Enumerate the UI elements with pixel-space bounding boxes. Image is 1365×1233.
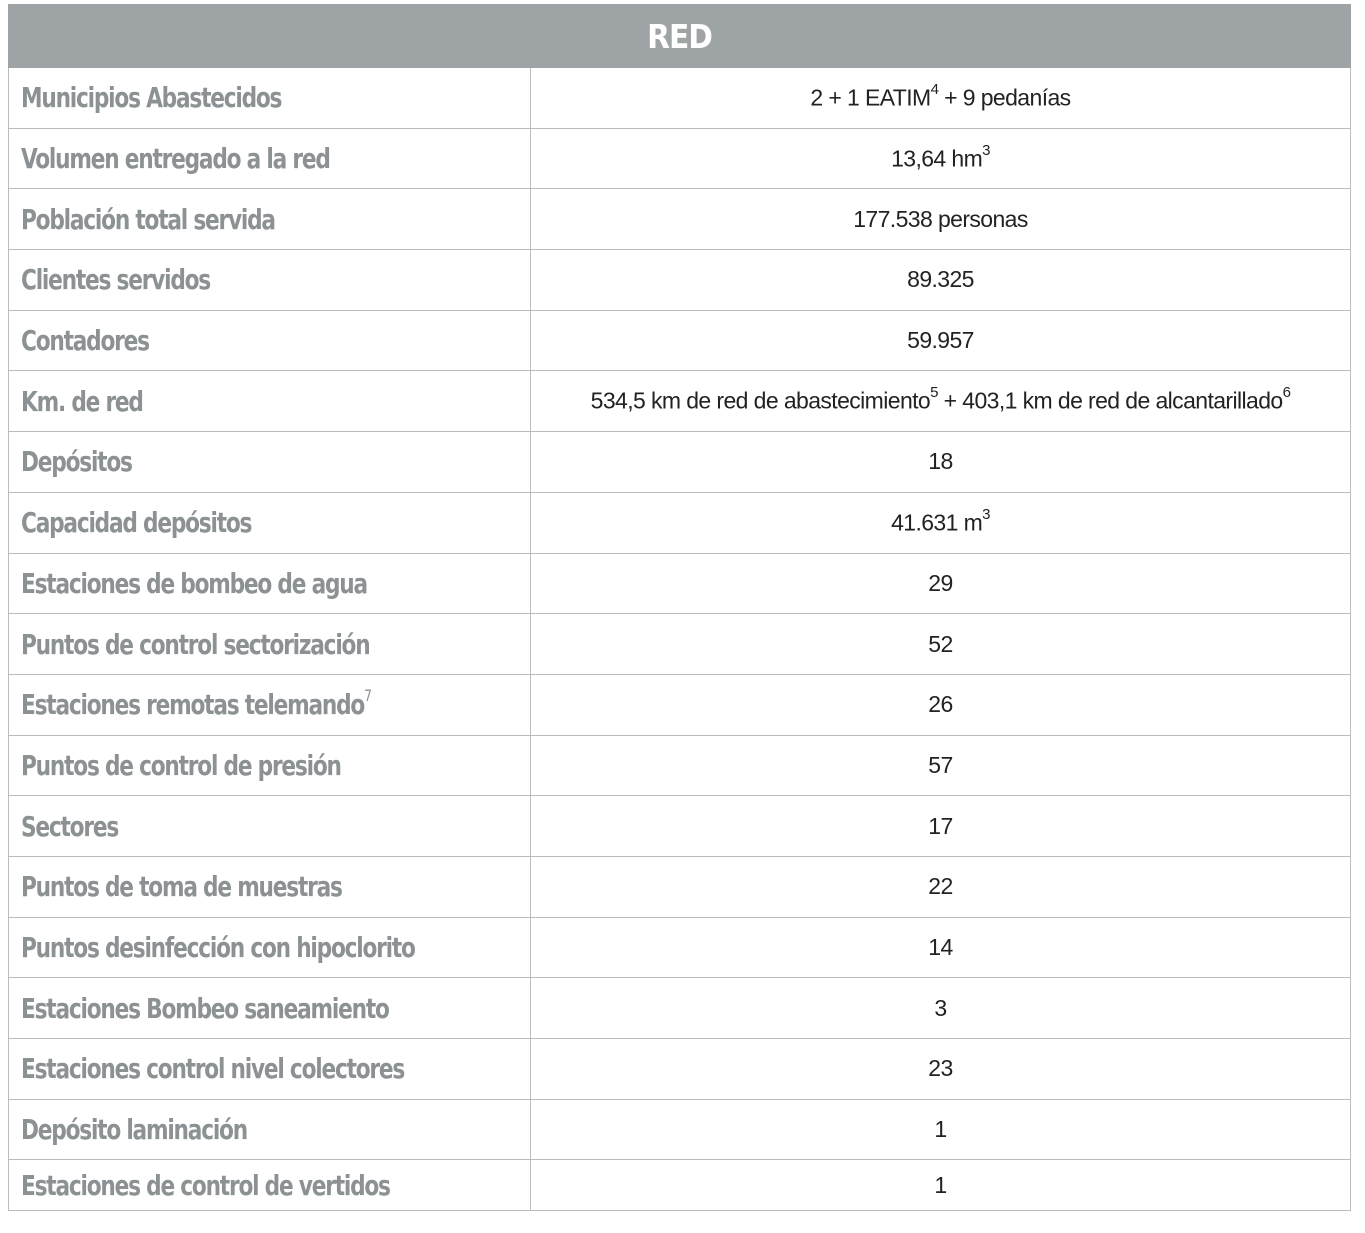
row-label-text: Puntos de toma de muestras [21,870,342,904]
row-label-text: Km. de red [21,384,143,418]
row-label [21,1169,390,1202]
row-label-cell [9,1039,531,1100]
row-label [21,506,251,539]
footnote-ref: 3 [982,141,990,159]
table-row [9,189,1351,250]
footnote-ref: 5 [930,384,938,402]
row-value-cell [531,371,1351,432]
row-label [21,870,342,903]
row-label [21,931,415,964]
row-label-cell [9,614,531,675]
footnote-ref: 6 [1282,384,1291,402]
table-row [9,614,1351,675]
row-label-cell [9,917,531,978]
row-label-text: Depósito laminación [21,1113,247,1147]
row-value-cell [531,1039,1351,1100]
row-value-cell [531,492,1351,553]
row-value-text: 18 [928,448,953,475]
row-label-text: Población total servida [21,202,275,236]
row-label-cell [9,674,531,735]
row-label [21,385,143,418]
row-value-text: 57 [928,751,953,778]
red-table [8,4,1351,1211]
row-label [21,1113,247,1146]
row-label [21,685,371,722]
row-label-text: Clientes servidos [21,263,210,297]
row-label-cell [9,856,531,917]
row-value-cell [531,250,1351,311]
table-row [9,796,1351,857]
row-value-text: 29 [928,569,953,596]
row-value-text: + 9 pedanías [938,84,1071,111]
row-value-text: 26 [928,691,953,718]
row-label [21,203,275,236]
row-value-cell [531,553,1351,614]
row-label-text: Sectores [21,809,119,843]
row-label-text: Contadores [21,324,149,358]
row-value-cell [531,856,1351,917]
row-label-cell [9,310,531,371]
row-label [21,567,367,600]
row-value-text: 89.325 [907,266,974,293]
footnote-ref: 7 [364,685,371,705]
row-value-cell [531,128,1351,189]
table-header-row [9,5,1351,68]
row-value-cell [531,614,1351,675]
row-label-cell [9,735,531,796]
row-label-text: Municipios Abastecidos [21,81,282,115]
row-value-text: 534,5 km de red de abastecimiento [590,388,931,415]
row-label-text: Puntos desinfección con hipoclorito [21,930,415,964]
table-row [9,553,1351,614]
row-value-text: 52 [928,630,953,657]
table-row [9,128,1351,189]
row-label [21,992,389,1025]
row-label-cell [9,1099,531,1160]
row-label-cell [9,250,531,311]
row-value-cell [531,68,1351,129]
table-row [9,1160,1351,1211]
row-label-cell [9,432,531,493]
row-value-cell [531,189,1351,250]
row-label-cell [9,189,531,250]
row-value-cell [531,432,1351,493]
row-label [21,81,281,114]
row-label-text: Estaciones de bombeo de agua [21,566,367,600]
row-value-text: 177.538 personas [853,205,1028,232]
row-label-text: Estaciones Bombeo saneamiento [21,991,389,1025]
row-label-text: Puntos de control de presión [21,748,341,782]
row-label [21,628,369,661]
row-value-text: 13,64 hm [891,145,983,172]
row-value-text: 1 [934,1171,947,1198]
row-label-text: Estaciones control nivel colectores [21,1052,405,1086]
row-label-cell [9,492,531,553]
row-label-text: Capacidad depósitos [21,506,252,540]
row-label-cell [9,1160,531,1211]
row-label-text: Estaciones de control de vertidos [21,1168,390,1202]
table-title: RED [9,5,1351,68]
table-row [9,856,1351,917]
row-label-cell [9,68,531,129]
row-label-cell [9,796,531,857]
row-value-cell [531,1160,1351,1211]
row-value-text: 59.957 [907,327,974,354]
row-value-cell [531,735,1351,796]
table-row [9,735,1351,796]
table-row [9,1039,1351,1100]
row-label [21,445,132,478]
table-row [9,68,1351,129]
row-label-cell [9,371,531,432]
row-value-text: 3 [934,994,947,1021]
row-value-cell [531,674,1351,735]
row-value-text: 14 [928,933,953,960]
row-value-cell [531,978,1351,1039]
table-row [9,310,1351,371]
row-value-cell [531,1099,1351,1160]
table-body [9,68,1351,1211]
table-row [9,978,1351,1039]
row-value-cell [531,796,1351,857]
row-value-text: 2 + 1 EATIM [810,84,931,111]
row-label-text: Depósitos [21,445,132,479]
footnote-ref: 4 [930,81,939,99]
table-row [9,674,1351,735]
row-value-cell [531,310,1351,371]
table-row [9,492,1351,553]
table-row [9,432,1351,493]
row-label-cell [9,128,531,189]
footnote-ref: 3 [982,505,990,523]
row-value-text: 22 [928,873,953,900]
row-value-text: 17 [928,812,953,839]
row-label [21,1052,404,1085]
table-row [9,917,1351,978]
row-label-text: Estaciones remotas telemando [21,688,365,722]
row-value-text: 1 [934,1116,947,1143]
row-label [21,324,149,357]
row-label-text: Puntos de control sectorización [21,627,370,661]
row-label [21,749,341,782]
row-label-cell [9,978,531,1039]
row-value-text: 23 [928,1055,953,1082]
row-label [21,142,330,175]
row-label-cell [9,553,531,614]
row-value-cell [531,917,1351,978]
row-value-text: + 403,1 km de red de alcantarillado [937,388,1283,415]
table-row [9,371,1351,432]
row-label [21,263,210,296]
row-value-text: 41.631 m [891,509,983,536]
table-row [9,250,1351,311]
row-label [21,810,118,843]
row-label-text: Volumen entregado a la red [21,142,330,176]
table-row [9,1099,1351,1160]
